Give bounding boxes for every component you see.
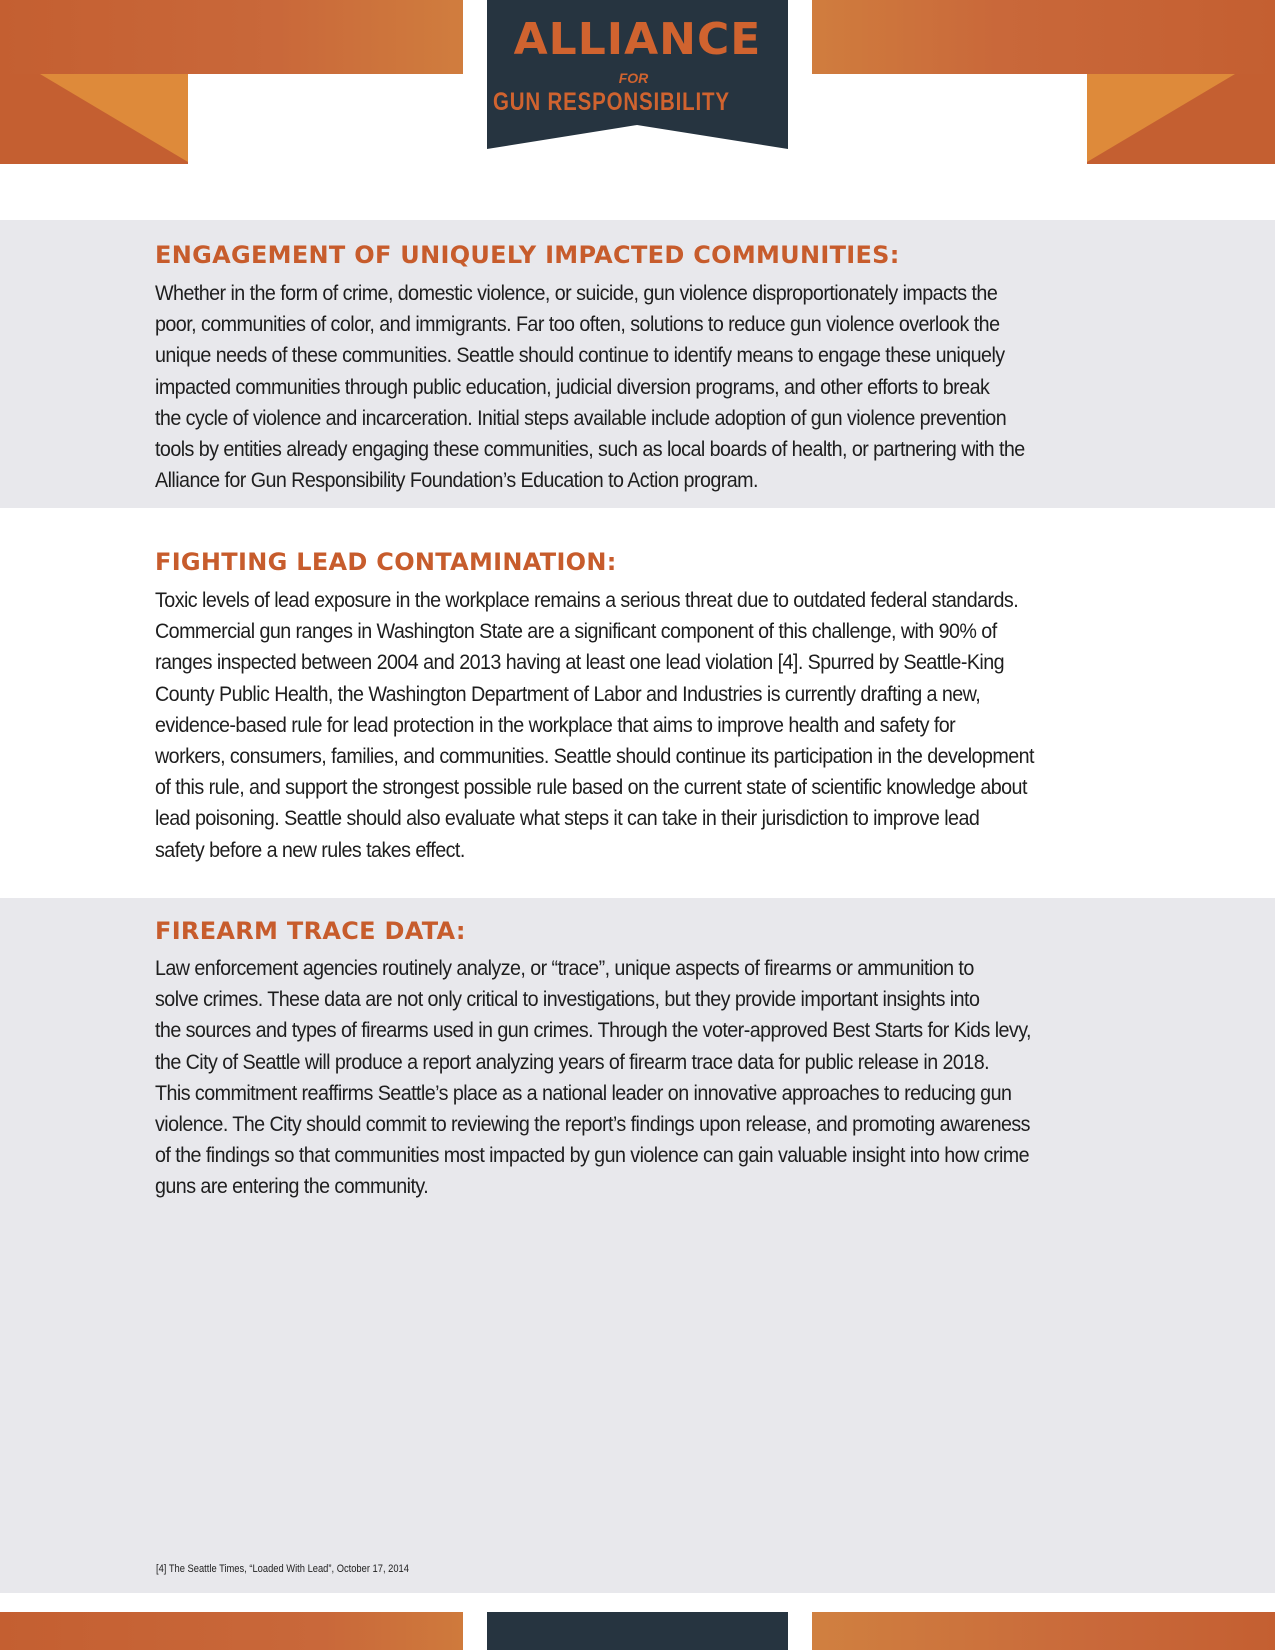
body-line: This commitment reaffirms Seattle’s place as a national leader on innovative approaches to reducing gun <box>155 1081 1012 1105</box>
footer-left-bar <box>0 1612 463 1650</box>
section-engagement <box>0 220 1275 508</box>
body-line: guns are entering the community. <box>155 1175 429 1199</box>
body-line: unique needs of these communities. Seattle should continue to identify means to engage these uniquely <box>155 344 1005 368</box>
body-line: Law enforcement agencies routinely analyze, or “trace”, unique aspects of firearms or ammunition to <box>155 957 974 980</box>
section-heading: ENGAGEMENT OF UNIQUELY IMPACTED COMMUNITIES: <box>155 241 900 269</box>
body-line: the City of Seattle will produce a report analyzing years of firearm trace data for public release in 2018. <box>155 1050 990 1074</box>
body-line: solve crimes. These data are not only critical to investigations, but they provide important insights into <box>155 988 980 1012</box>
section-firearm-trace <box>0 898 1275 1593</box>
body-line: County Public Health, the Washington Department of Labor and Industries is currently drafting a new, <box>155 682 981 706</box>
header-right-banner <box>812 0 1275 74</box>
body-line: lead poisoning. Seattle should also evaluate what steps it can take in their jurisdiction to improve lead <box>155 807 980 831</box>
body-line: of this rule, and support the strongest possible rule based on the current state of scientific knowledge about <box>155 776 1027 800</box>
logo-title: ALLIANCE <box>513 14 762 65</box>
alliance-logo <box>487 0 788 150</box>
footer-center-bar <box>487 1612 788 1650</box>
body-line: workers, consumers, families, and communities. Seattle should continue its participation in the development <box>155 745 1034 769</box>
section-heading: FIGHTING LEAD CONTAMINATION: <box>155 548 617 576</box>
body-line: Commercial gun ranges in Washington State are a significant component of this challenge, with 90% of <box>155 620 997 644</box>
body-line: the cycle of violence and incarceration. Initial steps available include adoption of gun violence prevention <box>155 406 1007 430</box>
section-body <box>155 953 1141 1203</box>
body-line: violence. The City should commit to reviewing the report’s findings upon release, and promoting awareness <box>155 1113 1030 1137</box>
body-line: of the findings so that communities most impacted by gun violence can gain valuable insight into how crime <box>155 1144 1030 1168</box>
body-line: poor, communities of color, and immigrants. Far too often, solutions to reduce gun violence overlook the <box>155 313 1000 337</box>
body-line: safety before a new rules takes effect. <box>155 838 465 862</box>
logo-for: FOR <box>618 70 649 86</box>
header-right-fold <box>1087 74 1275 164</box>
body-line: ranges inspected between 2004 and 2013 having at least one lead violation [4]. Spurred by Seattle-King <box>155 651 1005 675</box>
logo-subtitle <box>487 70 788 117</box>
body-line: evidence-based rule for lead protection in the workplace that aims to improve health and safety for <box>155 713 956 737</box>
body-line: tools by entities already engaging these communities, such as local boards of health, or partnering with the <box>155 438 1025 462</box>
body-line: Alliance for Gun Responsibility Foundation’s Education to Action program. <box>155 469 758 493</box>
section-heading: FIREARM TRACE DATA: <box>155 917 466 945</box>
footnote: [4] The Seattle Times, “Loaded With Lead”, October 17, 2014 <box>156 1563 409 1575</box>
body-line: Whether in the form of crime, domestic violence, or suicide, gun violence disproportionately impacts the <box>155 282 998 305</box>
header-left-banner <box>0 0 463 74</box>
body-line: impacted communities through public education, judicial diversion programs, and other efforts to break <box>155 375 990 399</box>
footer-right-bar <box>812 1612 1275 1650</box>
body-line: Toxic levels of lead exposure in the workplace remains a serious threat due to outdated federal standards. <box>155 589 1019 612</box>
section-body <box>155 585 1141 866</box>
body-line: the sources and types of firearms used in gun crimes. Through the voter-approved Best Starts for Kids levy, <box>155 1019 1031 1043</box>
logo-gun-responsibility: GUN RESPONSIBILITY <box>493 88 730 116</box>
section-lead-contamination <box>0 508 1275 898</box>
header-left-fold <box>0 74 188 164</box>
section-body <box>155 278 1141 496</box>
